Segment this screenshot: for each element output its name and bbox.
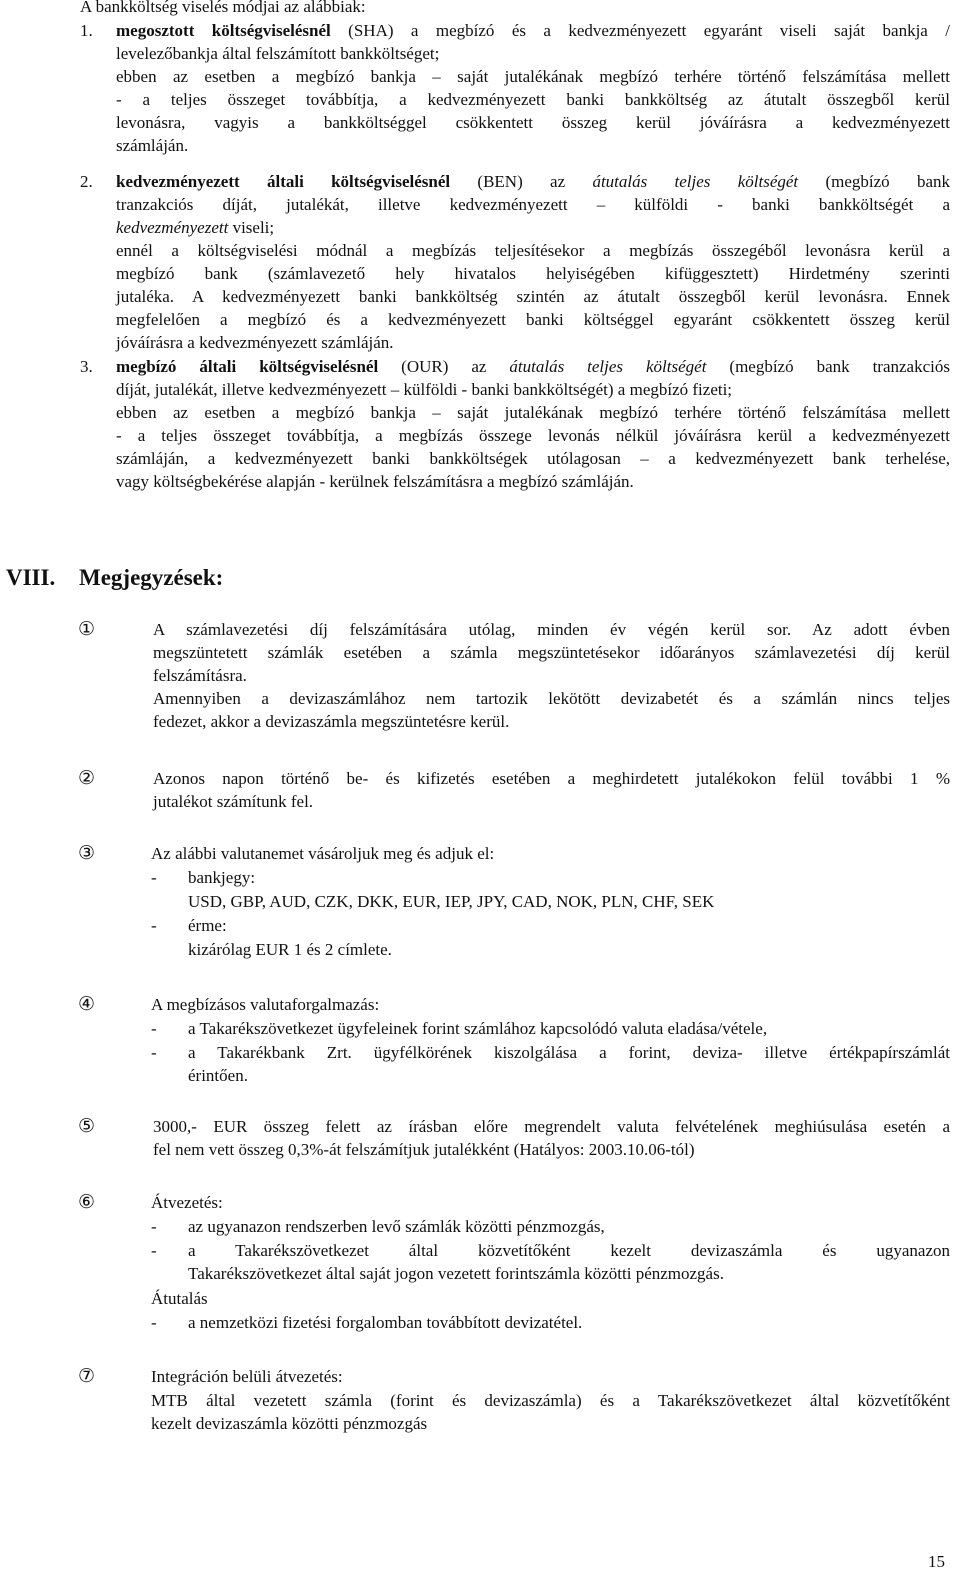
note-5-marker: ⑤ [78, 1115, 96, 1137]
item-3-line-4: - a teljes összeget továbbítja, a megbízás összege levonás nélkül jóváírásra kerül a kedvezményezett [116, 426, 950, 445]
note-3-currencies: USD, GBP, AUD, CZK, DKK, EUR, IEP, JPY, CAD, NOK, PLN, CHF, SEK [188, 892, 715, 911]
item-2-line-2: tranzakciós díját, jutalékát, illetve kedvezményezett – külföldi - banki bankköltségét a [116, 195, 950, 214]
note-4-line-4: érintően. [188, 1066, 248, 1085]
note-1-line-3: felszámításra. [153, 666, 247, 685]
note-3-dash-1: - [151, 868, 157, 887]
note-1-line-5: fedezet, akkor a devizaszámla megszüntetésre kerül. [153, 712, 510, 731]
item-1-line-3: ebben az esetben a megbízó bankja – saját jutalékának megbízó terhére történő felszámítása mellett [116, 67, 950, 86]
note-4-line-2: a Takarékszövetkezet ügyfeleinek forint számlához kapcsolódó valuta eladása/vétele, [188, 1019, 768, 1038]
note-7-text [151, 1389, 950, 1435]
item-3-line-2: díját, jutalékát, illetve kedvezményezett – külföldi - banki bankköltségét) a megbízó fizeti; [116, 380, 733, 399]
note-6-line-3: a Takarékszövetkezet által közvetítőként kezelt devizaszámla és ugyanazon [188, 1241, 950, 1260]
note-1-line-2: megszüntetett számlák esetében a számla megszüntetésekor időarányos számlavezetési díj kerül [153, 643, 950, 662]
item-1-text [116, 19, 950, 157]
note-4-text [188, 1041, 950, 1087]
intro-text: A bankköltség viselés módjai az alábbiak: [80, 0, 366, 16]
note-6-dash-1: - [151, 1217, 157, 1236]
note-7-line-3: kezelt devizaszámla közötti pénzmozgás [151, 1414, 428, 1433]
note-1-line-1: A számlavezetési díj felszámítására utólag, minden év végén kerül sor. Az adott évben [153, 620, 950, 639]
note-4-dash-1: - [151, 1019, 157, 1038]
section-title: Megjegyzések: [79, 565, 224, 590]
note-5-line-1: 3000,- EUR összeg felett az írásban előre megrendelt valuta felvételének meghiúsulása esetén a [153, 1117, 950, 1136]
note-6-dash-3: - [151, 1313, 157, 1332]
item-3-line-6: vagy költségbekérése alapján - kerülnek felszámításra a megbízó számláján. [116, 472, 634, 491]
item-2-line-7: megfelelően a megbízó és a kedvezményezett banki költséggel egyaránt csökkentett összeg kerül [116, 310, 950, 329]
item-2-line-5: megbízó bank (számlavezető hely hivatalos helyiségében kifüggesztett) Hirdetmény szerinti [116, 264, 950, 283]
item-2-number: 2. [80, 172, 93, 191]
note-3-dash-2: - [151, 916, 157, 935]
note-5-text [153, 1115, 950, 1161]
item-2-line-8: jóváírásra a kedvezményezett számláján. [116, 333, 394, 352]
item-2-text [116, 170, 950, 354]
item-2-line-4: ennél a költségviselési módnál a megbízás teljesítésekor a megbízás összegéből levonásra kerül a [116, 241, 950, 260]
item-3-line-1: megbízó általi költségviselésnél (OUR) az átutalás teljes költségét (megbízó bank tranzakciós [116, 357, 950, 376]
note-6-line-4: Takarékszövetkezet által saját jogon vezetett forintszámla közötti pénzmozgás. [188, 1264, 724, 1283]
note-6-line-6: a nemzetközi fizetési forgalomban továbbított devizatétel. [188, 1313, 583, 1332]
note-3-line-4: érme: [188, 916, 227, 935]
note-2-marker: ② [78, 767, 96, 789]
note-1-line-4: Amennyiben a devizaszámlához nem tartozik lekötött devizabetét és a számlán nincs teljes [153, 689, 950, 708]
item-3-text [116, 355, 950, 493]
section-number: VIII. [6, 565, 56, 590]
item-3-line-3: ebben az esetben a megbízó bankja – saját jutalékának megbízó terhére történő felszámítása mellett [116, 403, 950, 422]
item-3-line-5: számláján, a kedvezményezett banki bankköltségek utólagosan – a kedvezményezett bank terhelése, [116, 449, 950, 468]
page-number: 15 [928, 1552, 945, 1571]
item-3-number: 3. [80, 357, 93, 376]
note-1-text [153, 618, 950, 733]
item-2-line-1: kedvezményezett általi költségviselésnél (BEN) az átutalás teljes költségét (megbízó bank [116, 172, 950, 191]
item-1-number: 1. [80, 21, 93, 40]
note-2-line-1: Azonos napon történő be- és kifizetés esetében a meghirdetett jutalékokon felül további 1 % [153, 769, 950, 788]
note-1-marker: ① [78, 618, 96, 640]
note-2-line-2: jutalékot számítunk fel. [153, 792, 314, 811]
item-1-line-1: megosztott költségviselésnél (SHA) a megbízó és a kedvezményezett egyaránt viseli saját bankja / [116, 21, 950, 40]
note-7-line-2: MTB által vezetett számla (forint és devizaszámla) és a Takarékszövetkezet által közvetítőként [151, 1391, 950, 1410]
note-3-line-2: bankjegy: [188, 868, 256, 887]
item-1-line-5: levonásra, vagyis a bankköltséggel csökkentett összeg kerül jóváírásra a kedvezményezett [116, 113, 950, 132]
note-6-line-1: Átvezetés: [151, 1193, 223, 1212]
note-6-line-2: az ugyanazon rendszerben levő számlák közötti pénzmozgás, [188, 1217, 605, 1236]
note-3-marker: ③ [78, 842, 96, 864]
note-2-text [153, 767, 950, 813]
item-1-line-2: levelezőbankja által felszámított bankköltséget; [116, 44, 440, 63]
item-1-line-6: számláján. [116, 136, 189, 155]
item-2-line-3: kedvezményezett viseli; [116, 218, 275, 237]
note-5-line-2: fel nem vett összeg 0,3%-át felszámítjuk jutalékként (Hatályos: 2003.10.06-tól) [153, 1140, 695, 1159]
note-6-marker: ⑥ [78, 1191, 96, 1213]
note-3-line-1: Az alábbi valutanemet vásároljuk meg és adjuk el: [151, 844, 495, 863]
note-6-text [188, 1239, 950, 1285]
note-3-line-5: kizárólag EUR 1 és 2 címlete. [188, 940, 392, 959]
note-4-dash-2: - [151, 1043, 157, 1062]
note-4-line-3: a Takarékbank Zrt. ügyfélkörének kiszolgálása a forint, deviza- illetve értékpapírszámlát [188, 1043, 950, 1062]
note-4-line-1: A megbízásos valutaforgalmazás: [151, 995, 380, 1014]
item-1-line-4: - a teljes összeget továbbítja, a kedvezményezett banki bankköltség az átutalt összegből kerül [116, 90, 950, 109]
item-2-line-6: jutaléka. A kedvezményezett banki bankköltség szintén az átutalt összegből kerül levonásra. Ennek [116, 287, 950, 306]
note-6-dash-2: - [151, 1241, 157, 1260]
note-7-marker: ⑦ [78, 1365, 96, 1387]
note-4-marker: ④ [78, 993, 96, 1015]
note-7-line-1: Integráción belüli átvezetés: [151, 1367, 343, 1386]
note-6-line-5: Átutalás [151, 1289, 208, 1308]
